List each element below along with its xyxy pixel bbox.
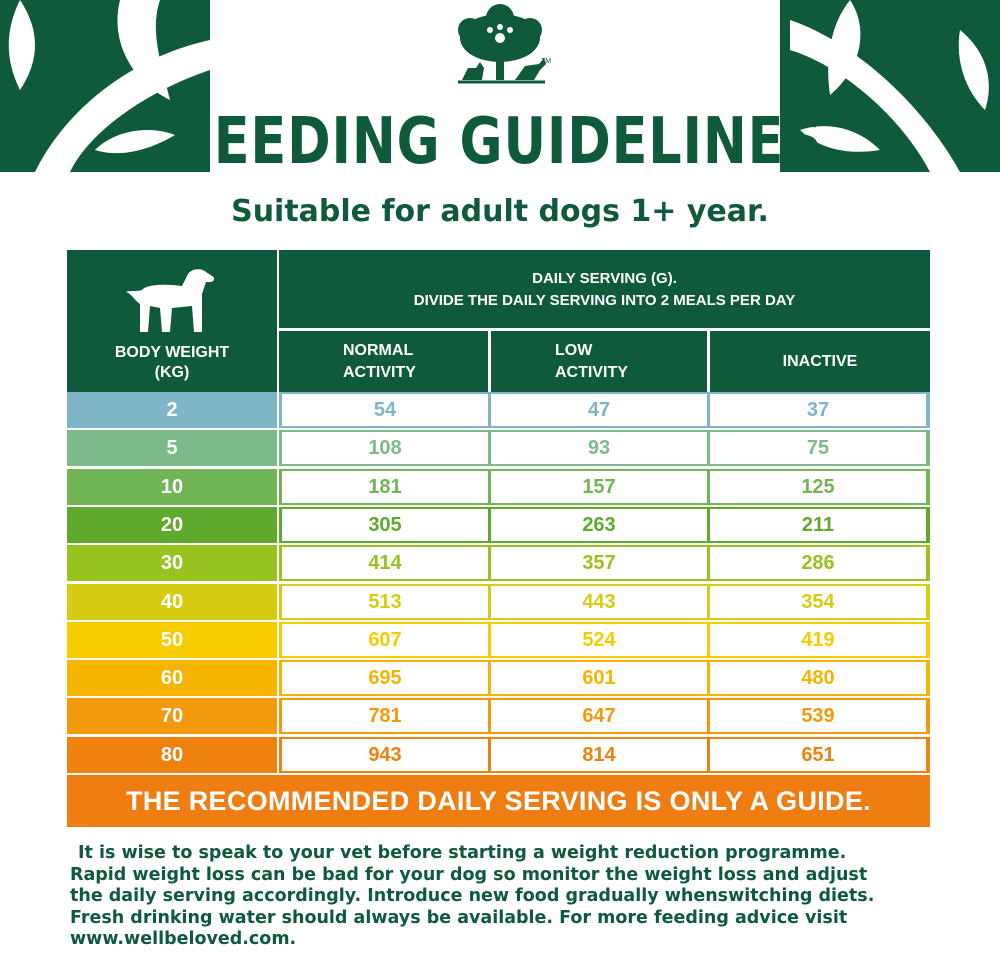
column-header-low-line1: LOW [555,341,593,359]
normal-activity-cell: 108 [282,432,488,464]
daily-serving-note: DIVIDE THE DAILY SERVING INTO 2 MEALS PER DAY [413,292,796,309]
serving-cells [279,660,930,696]
body-weight-unit: (KG) [154,364,190,381]
note-line: the daily serving accordingly. Introduce new food gradually whenswitching diets. [70,886,875,906]
note-line: Rapid weight loss can be bad for your dog so monitor the weight loss and adjust [70,864,868,885]
table-row [67,469,930,505]
inactive-cell: 75 [710,432,926,464]
dog-icon [122,260,222,340]
inactive-cell: 539 [710,700,926,732]
table-row [67,584,930,620]
note-line: It is wise to speak to your vet before starting a weight reduction programme. [78,843,847,863]
normal-activity-cell: 943 [282,739,488,771]
normal-activity-cell: 695 [282,662,488,694]
column-header-inactive-label: INACTIVE [782,352,858,370]
daily-serving-title: DAILY SERVING (G). [532,270,677,287]
inactive-cell: 286 [710,547,926,579]
table-row [67,507,930,543]
low-activity-cell: 814 [491,739,707,771]
serving-cells [279,545,930,581]
weight-cell: 5 [67,430,277,466]
body-weight-header [67,250,277,392]
serving-cells [279,622,930,658]
column-header-normal-line2: ACTIVITY [343,363,416,381]
low-activity-cell: 524 [491,624,707,656]
table-row [67,430,930,466]
low-activity-cell: 47 [491,394,707,426]
weight-cell: 40 [67,584,277,620]
inactive-cell: 651 [710,739,926,771]
normal-activity-cell: 513 [282,586,488,618]
weight-cell: 80 [67,737,277,773]
weight-cell: 70 [67,698,277,734]
inactive-cell: 211 [710,509,926,541]
low-activity-cell: 601 [491,662,707,694]
normal-activity-cell: 414 [282,547,488,579]
column-header-low-line2: ACTIVITY [555,363,628,381]
inactive-cell: 37 [710,394,926,426]
guide-banner: THE RECOMMENDED DAILY SERVING IS ONLY A GUIDE. [67,775,930,827]
weight-cell: 2 [67,392,277,428]
table-row [67,698,930,734]
normal-activity-cell: 607 [282,624,488,656]
low-activity-cell: 263 [491,509,707,541]
weight-cell: 60 [67,660,277,696]
low-activity-cell: 93 [491,432,707,464]
inactive-cell: 354 [710,586,926,618]
serving-cells [279,430,930,466]
serving-cells [279,698,930,734]
serving-cells [279,469,930,505]
normal-activity-cell: 54 [282,394,488,426]
weight-cell: 30 [67,545,277,581]
low-activity-cell: 357 [491,547,707,579]
normal-activity-cell: 781 [282,700,488,732]
column-header-inactive [710,331,930,392]
feeding-note [70,843,932,951]
weight-cell: 10 [67,469,277,505]
tree-logo-icon [458,4,546,82]
low-activity-cell: 647 [491,700,707,732]
daily-serving-header [279,250,930,328]
note-line: www.wellbeloved.com. [70,929,297,949]
weight-cell: 50 [67,622,277,658]
column-header-normal [279,331,488,392]
serving-cells [279,507,930,543]
column-header-low [491,331,707,392]
column-header-normal-line1: NORMAL [343,341,414,359]
table-row [67,622,930,658]
normal-activity-cell: 181 [282,471,488,503]
serving-cells [279,584,930,620]
page-subtitle: Suitable for adult dogs 1+ year. [231,194,769,229]
note-line: Fresh drinking water should always be available. For more feeding advice visit [70,907,848,928]
low-activity-cell: 443 [491,586,707,618]
normal-activity-cell: 305 [282,509,488,541]
weight-cell: 20 [67,507,277,543]
trademark-mark: TM [541,58,552,65]
table-row [67,545,930,581]
inactive-cell: 419 [710,624,926,656]
page-title: FEEDING GUIDELINES [177,105,823,179]
body-weight-label: BODY WEIGHT [114,344,230,361]
serving-cells [279,392,930,428]
low-activity-cell: 157 [491,471,707,503]
inactive-cell: 125 [710,471,926,503]
table-row [67,392,930,428]
table-row [67,737,930,773]
inactive-cell: 480 [710,662,926,694]
serving-cells [279,737,930,773]
table-row [67,660,930,696]
